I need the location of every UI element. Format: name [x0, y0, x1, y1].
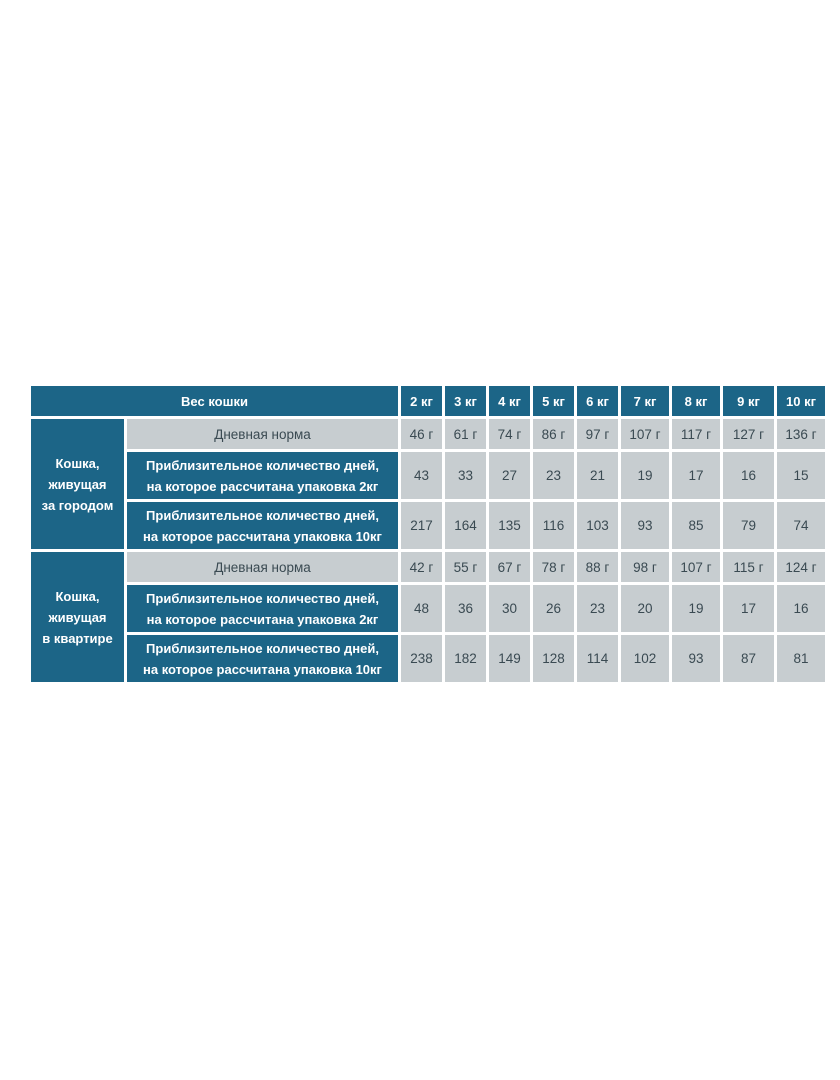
days-10kg-cell: 103 — [577, 502, 618, 549]
daily-norm-row — [31, 552, 825, 582]
group-label — [31, 552, 124, 682]
daily-norm-label: Дневная норма — [127, 552, 398, 582]
weight-header-cell: 6 кг — [577, 386, 618, 416]
days-2kg-cell: 16 — [777, 585, 825, 632]
group-label-line: за городом — [41, 497, 114, 513]
days-2kg-cell: 30 — [489, 585, 530, 632]
daily-norm-row — [31, 419, 825, 449]
days-2kg-cell: 26 — [533, 585, 574, 632]
feeding-table — [28, 383, 828, 685]
days-2kg-cell: 15 — [777, 452, 825, 499]
days-10kg-label — [127, 635, 398, 682]
days-10kg-label-line: Приблизительное количество дней, — [146, 507, 379, 523]
days-10kg-label-line: Приблизительное количество дней, — [146, 640, 379, 656]
days-10kg-cell: 238 — [401, 635, 442, 682]
header-title: Вес кошки — [31, 386, 398, 416]
daily-norm-label: Дневная норма — [127, 419, 398, 449]
days-2kg-cell: 27 — [489, 452, 530, 499]
days-10kg-cell: 93 — [621, 502, 669, 549]
days-2kg-cell: 23 — [577, 585, 618, 632]
daily-norm-cell: 115 г — [723, 552, 774, 582]
days-2kg-label — [127, 452, 398, 499]
days-2kg-cell: 43 — [401, 452, 442, 499]
daily-norm-cell: 61 г — [445, 419, 486, 449]
days-2kg-label-line: Приблизительное количество дней, — [146, 457, 379, 473]
days-2kg-row — [31, 585, 825, 632]
days-2kg-cell: 16 — [723, 452, 774, 499]
days-10kg-cell: 114 — [577, 635, 618, 682]
daily-norm-cell: 107 г — [621, 419, 669, 449]
days-2kg-cell: 20 — [621, 585, 669, 632]
daily-norm-cell: 97 г — [577, 419, 618, 449]
days-2kg-label-line: на которое рассчитана упаковка 2кг — [146, 611, 379, 627]
days-10kg-cell: 85 — [672, 502, 720, 549]
days-2kg-cell: 33 — [445, 452, 486, 499]
daily-norm-cell: 74 г — [489, 419, 530, 449]
daily-norm-cell: 67 г — [489, 552, 530, 582]
daily-norm-cell: 55 г — [445, 552, 486, 582]
days-10kg-row — [31, 502, 825, 549]
days-10kg-row — [31, 635, 825, 682]
group-label-line: Кошка, — [55, 588, 100, 604]
daily-norm-cell: 78 г — [533, 552, 574, 582]
feeding-table-body — [31, 386, 825, 682]
days-10kg-cell: 217 — [401, 502, 442, 549]
days-10kg-cell: 128 — [533, 635, 574, 682]
days-2kg-cell: 23 — [533, 452, 574, 499]
daily-norm-cell: 107 г — [672, 552, 720, 582]
group-label-line: живущая — [48, 476, 107, 492]
group-label-line: живущая — [48, 609, 107, 625]
days-2kg-row — [31, 452, 825, 499]
days-10kg-label-line: на которое рассчитана упаковка 10кг — [143, 661, 382, 677]
daily-norm-cell: 42 г — [401, 552, 442, 582]
days-2kg-cell: 17 — [723, 585, 774, 632]
daily-norm-cell: 98 г — [621, 552, 669, 582]
days-10kg-label — [127, 502, 398, 549]
daily-norm-cell: 127 г — [723, 419, 774, 449]
days-10kg-cell: 164 — [445, 502, 486, 549]
days-10kg-cell: 87 — [723, 635, 774, 682]
weight-header-cell: 7 кг — [621, 386, 669, 416]
weight-header-cell: 9 кг — [723, 386, 774, 416]
days-2kg-label-line: Приблизительное количество дней, — [146, 590, 379, 606]
days-10kg-cell: 74 — [777, 502, 825, 549]
daily-norm-cell: 117 г — [672, 419, 720, 449]
days-10kg-cell: 135 — [489, 502, 530, 549]
group-label-line: Кошка, — [55, 455, 100, 471]
days-2kg-cell: 48 — [401, 585, 442, 632]
header-row — [31, 386, 825, 416]
weight-header-cell: 5 кг — [533, 386, 574, 416]
days-10kg-cell: 102 — [621, 635, 669, 682]
daily-norm-cell: 88 г — [577, 552, 618, 582]
group-label — [31, 419, 124, 549]
weight-header-cell: 4 кг — [489, 386, 530, 416]
days-10kg-cell: 81 — [777, 635, 825, 682]
weight-header-cell: 2 кг — [401, 386, 442, 416]
daily-norm-cell: 124 г — [777, 552, 825, 582]
days-10kg-cell: 79 — [723, 502, 774, 549]
daily-norm-cell: 136 г — [777, 419, 825, 449]
weight-header-cell: 8 кг — [672, 386, 720, 416]
days-2kg-cell: 21 — [577, 452, 618, 499]
days-2kg-cell: 36 — [445, 585, 486, 632]
group-label-line: в квартире — [42, 630, 113, 646]
weight-header-cell: 3 кг — [445, 386, 486, 416]
days-2kg-cell: 17 — [672, 452, 720, 499]
days-2kg-label-line: на которое рассчитана упаковка 2кг — [146, 478, 379, 494]
days-10kg-cell: 149 — [489, 635, 530, 682]
days-10kg-cell: 93 — [672, 635, 720, 682]
daily-norm-cell: 46 г — [401, 419, 442, 449]
daily-norm-cell: 86 г — [533, 419, 574, 449]
days-10kg-label-line: на которое рассчитана упаковка 10кг — [143, 528, 382, 544]
weight-header-cell: 10 кг — [777, 386, 825, 416]
days-10kg-cell: 182 — [445, 635, 486, 682]
days-2kg-cell: 19 — [621, 452, 669, 499]
days-2kg-cell: 19 — [672, 585, 720, 632]
days-2kg-label — [127, 585, 398, 632]
days-10kg-cell: 116 — [533, 502, 574, 549]
